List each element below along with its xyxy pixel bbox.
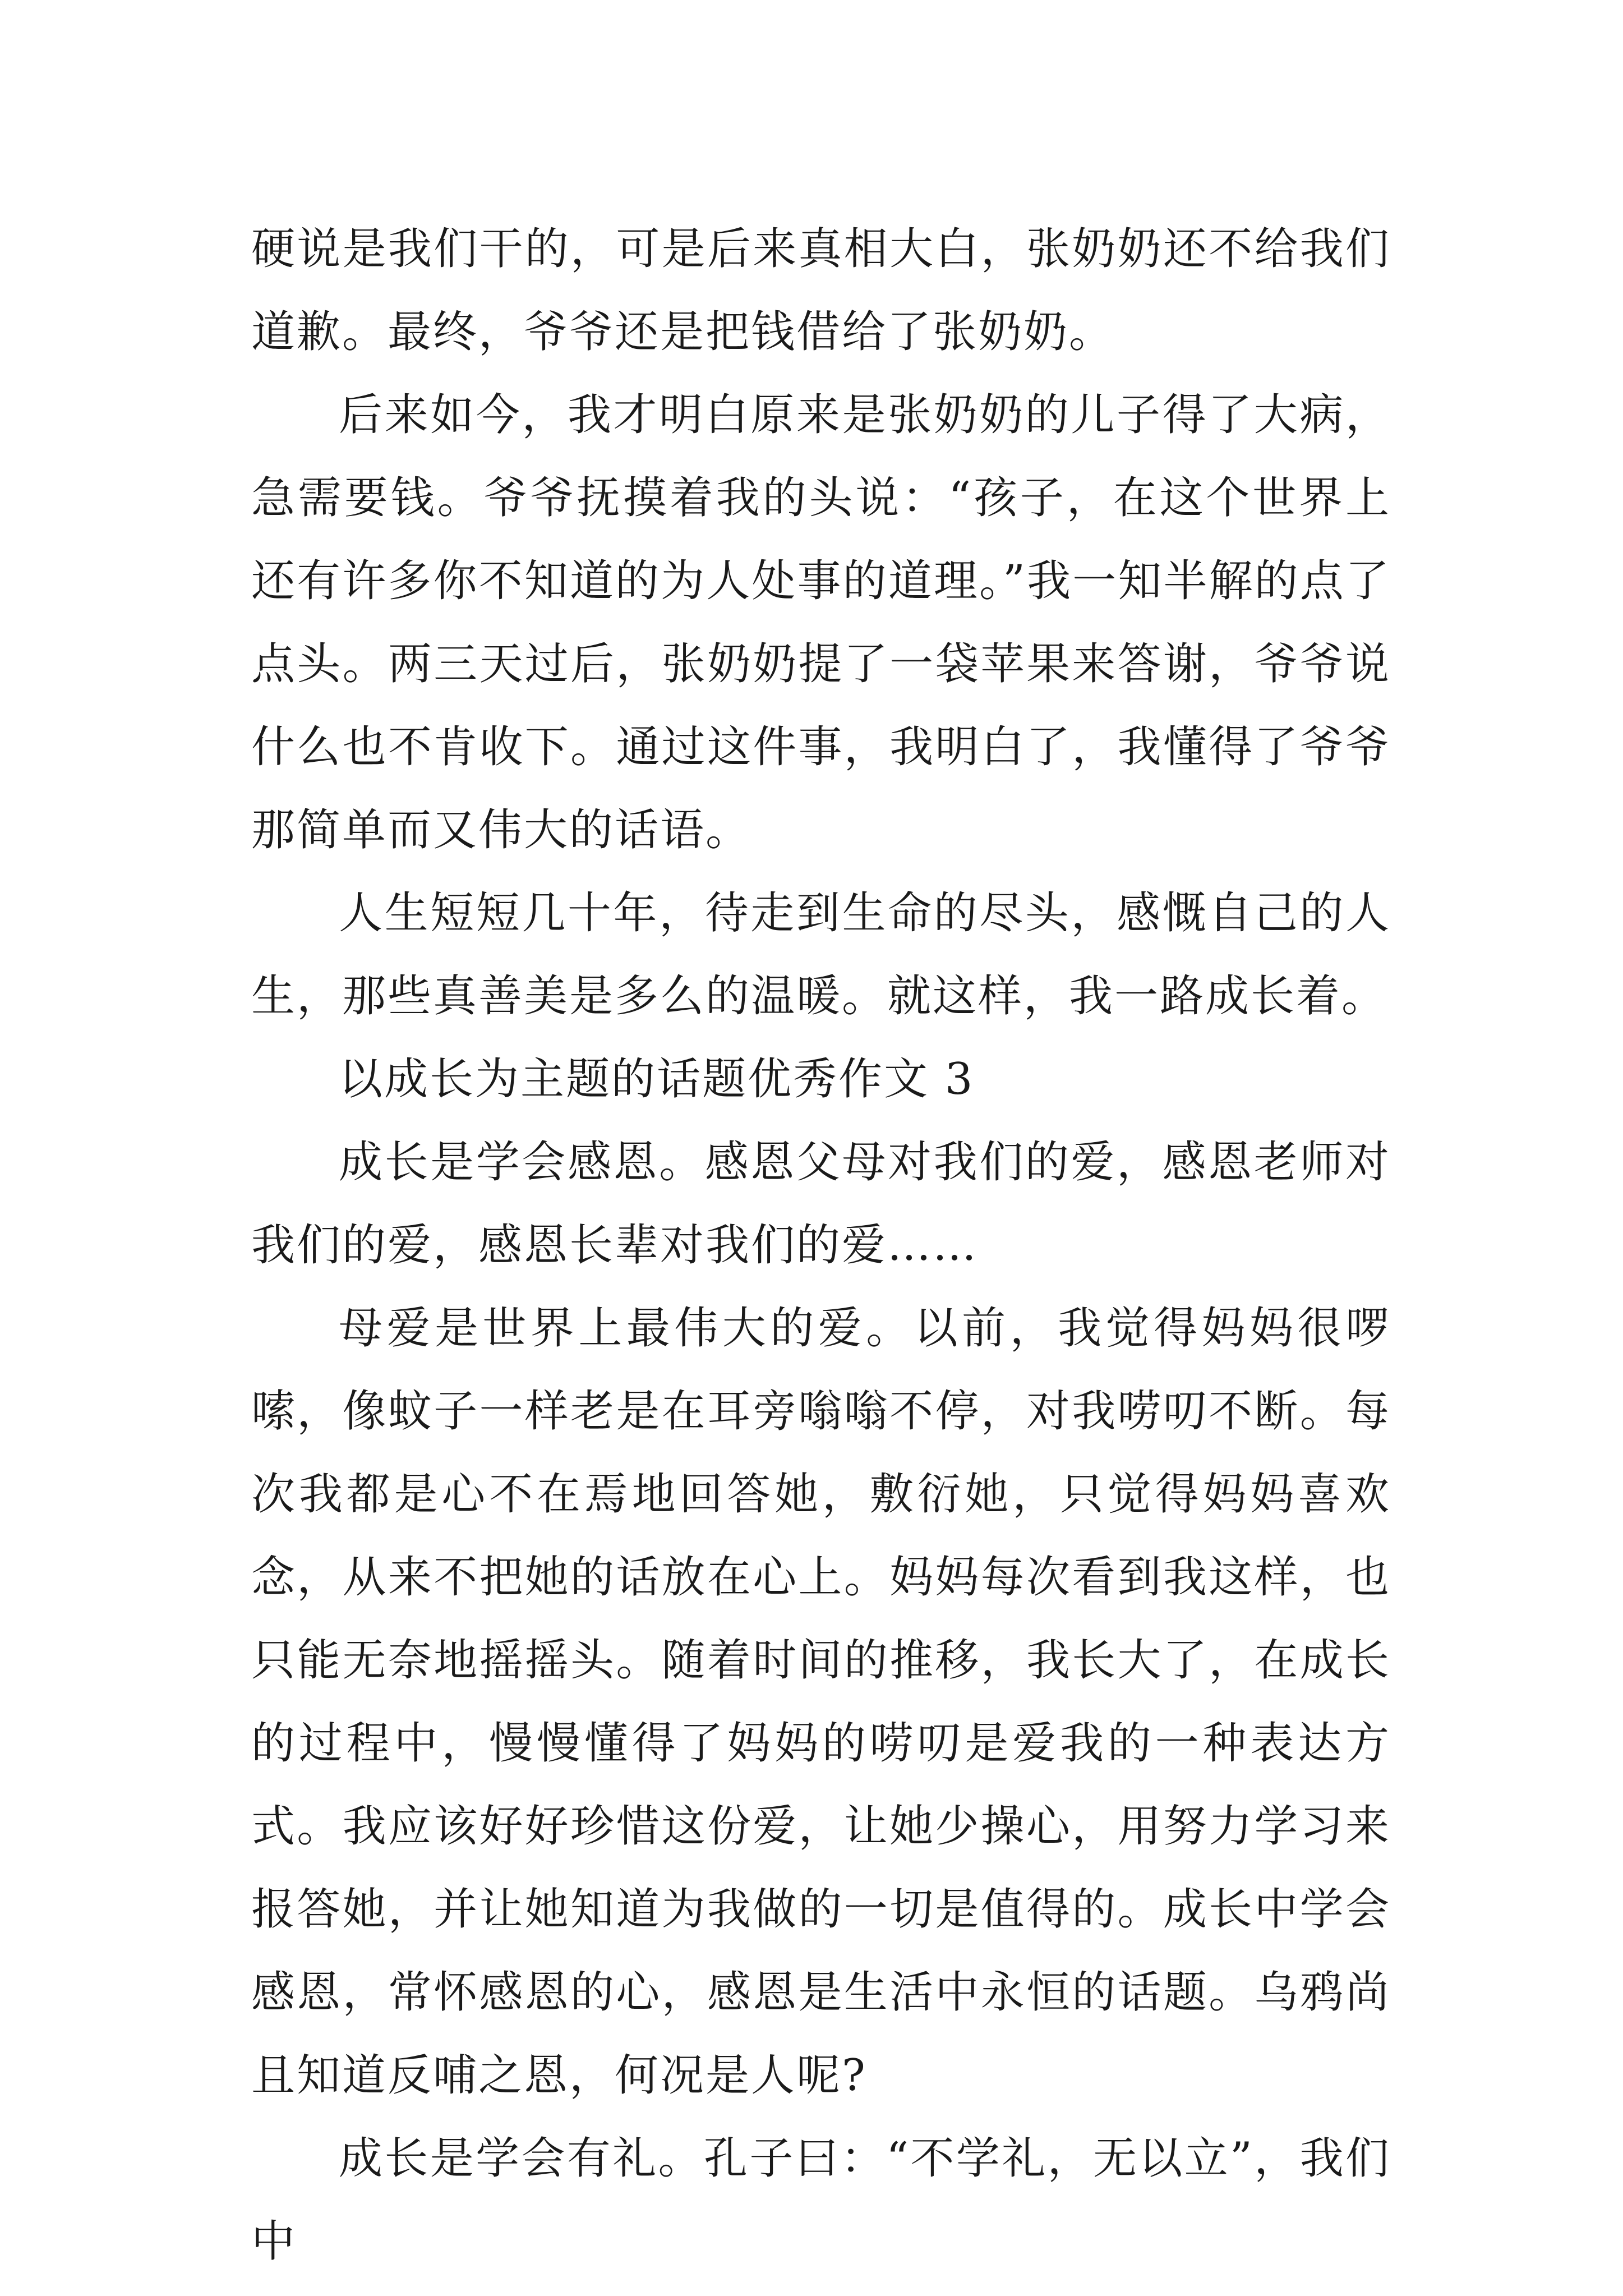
essay-body <box>251 208 1391 2283</box>
paragraph-1: 硬说是我们干的，可是后来真相大白，张奶奶还不给我们道歉。最终，爷爷还是把钱借给了张奶奶。 <box>251 224 1391 357</box>
paragraph-2: 后来如今，我才明白原来是张奶奶的儿子得了大病，急需要钱。爷爷抚摸着我的头说：“孩子，在这个世界上还有许多你不知道的为人处事的道理。”我一知半解的点了点头。两三天过后，张奶奶提了一袋苹果来答谢，爷爷说什么也不肯收下。通过这件事，我明白了，我懂得了爷爷那简单而又伟大的话语。 <box>251 390 1391 855</box>
paragraph-5: 母爱是世界上最伟大的爱。以前，我觉得妈妈很啰嗦，像蚊子一样老是在耳旁嗡嗡不停，对我唠叨不断。每次我都是心不在焉地回答她，敷衍她，只觉得妈妈喜欢念，从来不把她的话放在心上。妈妈每次看到我这样，也只能无奈地摇摇头。随着时间的推移，我长大了，在成长的过程中，慢慢懂得了妈妈的唠叨是爱我的一种表达方式。我应该好好珍惜这份爱，让她少操心，用努力学习来报答她，并让她知道为我做的一切是值得的。成长中学会感恩，常怀感恩的心，感恩是生活中永恒的话题。乌鸦尚且知道反哺之恩，何况是人呢? <box>251 1303 1391 2101</box>
paragraph-6: 成长是学会有礼。孔子曰：“不学礼，无以立”，我们中 <box>251 2133 1391 2267</box>
paragraph-3: 人生短短几十年，待走到生命的尽头，感慨自己的人生，那些真善美是多么的温暖。就这样，我一路成长着。 <box>251 888 1391 1022</box>
paragraph-4: 成长是学会感恩。感恩父母对我们的爱，感恩老师对我们的爱，感恩长辈对我们的爱…… <box>251 1137 1391 1271</box>
essay-heading: 以成长为主题的话题优秀作文 3 <box>339 1054 975 1105</box>
